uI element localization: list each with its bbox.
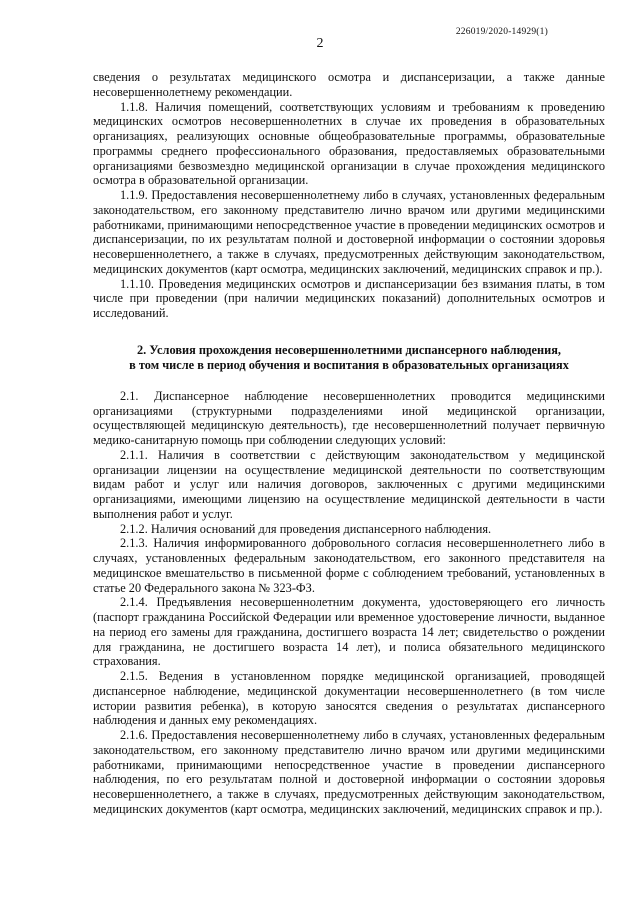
document-number: 226019/2020-14929(1): [455, 27, 548, 37]
page-number: 2: [316, 36, 324, 51]
section-heading-2: [93, 343, 605, 373]
paragraph-2-1-4: 2.1.4. Предъявления несовершеннолетним документа, удостоверяющего его личность (паспорт гражданина Российской Федерации или временное удостоверение личности, выданное на период его замены для гражданина, достигшего возраста 14 лет; свидетельство о рождении для гражданина, не достигшего возраста 14 лет), и полиса обязательного медицинского страхования.: [93, 595, 605, 669]
paragraph-continuation: сведения о результатах медицинского осмотра и диспансеризации, а также данные несовершеннолетнему рекомендации.: [93, 70, 605, 99]
paragraph-1-1-9: 1.1.9. Предоставления несовершеннолетнему либо в случаях, установленных федеральным законодательством, его законному представителю лично врачом или другими медицинскими работниками, принимающими непосредственное участие в проведении медицинских осмотров и диспансеризации, по их результатам полной и достоверной информации о состоянии здоровья несовершеннолетнего, а также в случаях, предусмотренных действующим законодательством, медицинских документов (карт осмотра, медицинских заключений, медицинских справок и пр.).: [93, 188, 605, 276]
paragraph-2-1-1: 2.1.1. Наличия в соответствии с действующим законодательством у медицинской организации лицензии на осуществление медицинской деятельности по соответствующим видам работ и услуг или наличия договоров, заключенных с другими медицинскими организациями, имеющими лицензию на осуществление медицинской деятельности в части выполнения работ и услуг.: [93, 447, 605, 521]
section-heading-line-1: 2. Условия прохождения несовершеннолетними диспансерного наблюдения,: [136, 342, 562, 357]
paragraph-2-1-2: 2.1.2. Наличия оснований для проведения диспансерного наблюдения.: [120, 521, 492, 536]
paragraph-2-1-3: 2.1.3. Наличия информированного добровольного согласия несовершеннолетнего либо в случаях, установленных федеральным законодательством, его законного представителя на медицинское вмешательство в письменной форме с соблюдением требований, установленных в статье 20 Федерального закона № 323-ФЗ.: [93, 536, 605, 595]
document-body: [93, 70, 605, 817]
section-heading-line-2: в том числе в период обучения и воспитания в образовательных организациях: [129, 357, 569, 372]
paragraph-2-1-6: 2.1.6. Предоставления несовершеннолетнему либо в случаях, установленных федеральным законодательством, его законному представителю лично врачом или другими медицинскими работниками, принимающими непосредственное участие в проведении диспансерного наблюдения, по его результатам полной и достоверной информации о состоянии здоровья несовершеннолетнего, а также в случаях, предусмотренных действующим законодательством, медицинских документов (карт осмотра, медицинских заключений, медицинских справок и пр.).: [93, 728, 605, 816]
paragraph-2-1-5: 2.1.5. Ведения в установленном порядке медицинской организацией, проводящей диспансерное наблюдение, медицинской документации несовершеннолетнего (в том числе истории развития ребенка), в которую заносятся сведения о результатах диспансерного наблюдения и данных ему рекомендациях.: [93, 669, 605, 728]
paragraph-1-1-8: 1.1.8. Наличия помещений, соответствующих условиям и требованиям к проведению медицинских осмотров несовершеннолетних в случае их проведения в образовательных организациях, реализующих основные общеобразовательные программы, образовательные программы среднего профессионального образования, предоставляемых образовательными организациями безвозмездно медицинской организации в случае прохождения медицинского осмотра в образовательной организации.: [93, 99, 605, 188]
paragraph-2-1: 2.1. Диспансерное наблюдение несовершеннолетних проводится медицинскими организациями (структурными подразделениями иной медицинской организации, осуществляющей медицинскую деятельность), где несовершеннолетний получает первичную медико-санитарную помощь при соблюдении следующих условий:: [93, 388, 605, 447]
paragraph-1-1-10: 1.1.10. Проведения медицинских осмотров и диспансеризации без взимания платы, в том числе при проведении (при наличии медицинских показаний) дополнительных осмотров и исследований.: [93, 276, 605, 320]
